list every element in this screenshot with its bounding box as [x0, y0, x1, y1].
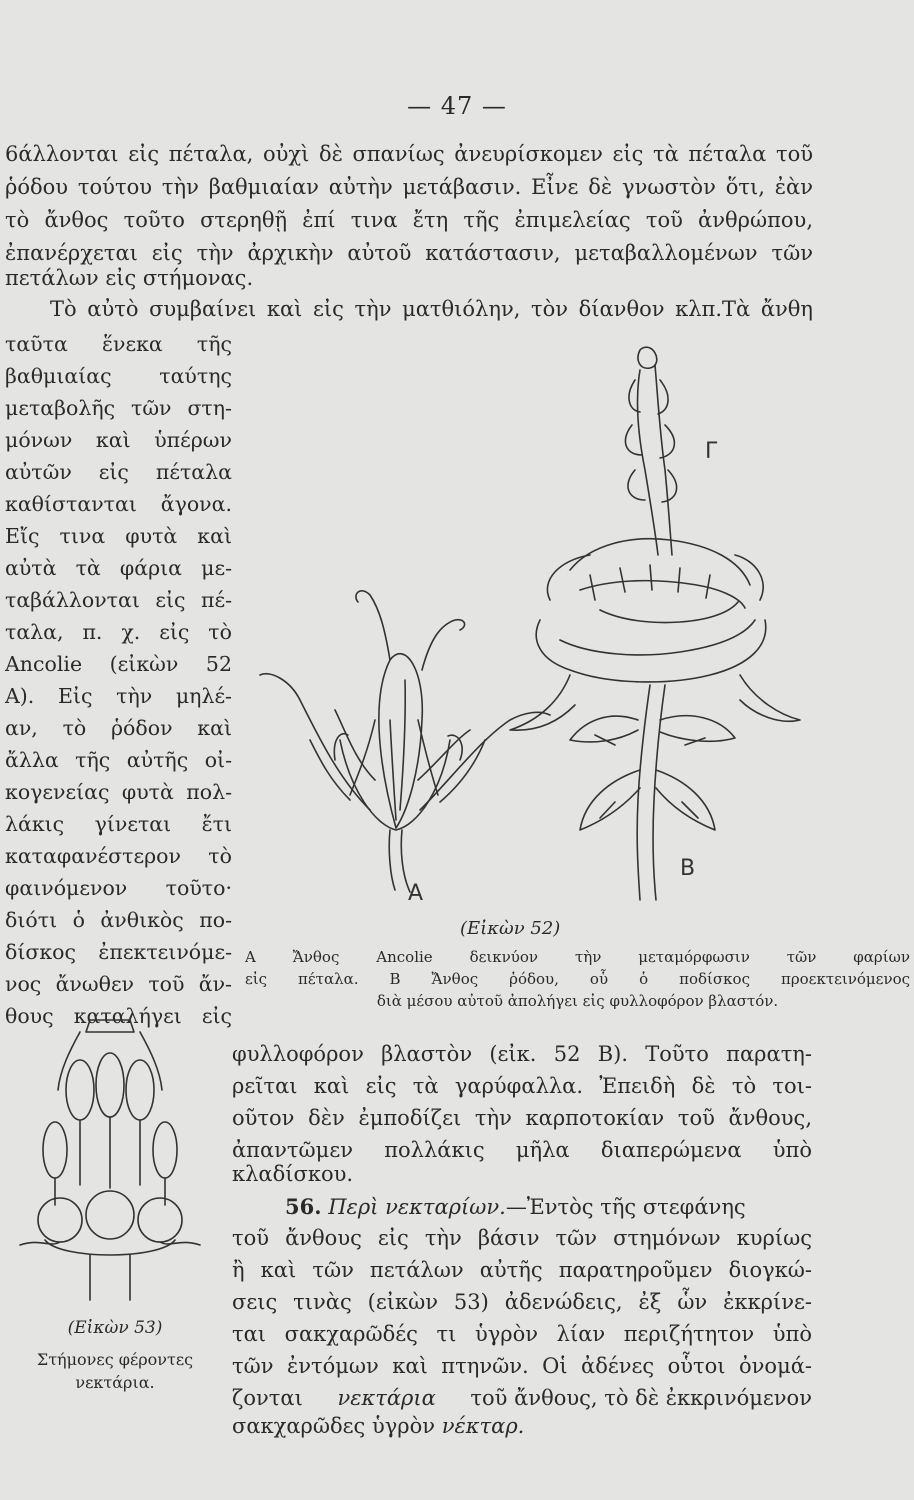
left-line: κογενείας φυτὰ πολ- — [5, 780, 232, 804]
left-line: μεταβολῆς τῶν στη- — [5, 396, 232, 420]
section-56-line: σεις τινὰς (εἰκὼν 53) ἀδενώδεις, ἐξ ὧν ἐκκρίνε- — [232, 1290, 812, 1314]
section-first-line-rest: —Ἐντὸς τῆς στεφάνης — [505, 1195, 746, 1219]
text-line-3: τὸ ἄνθος τοῦτο στερηθῇ ἐπί τινα ἔτη τῆς ἐπιμελείας τοῦ ἀνθρώπου, — [5, 208, 813, 232]
left-line: λάκις γίνεται ἔτι — [5, 812, 232, 836]
figure-53-caption-line: νεκτάρια. — [75, 1373, 155, 1392]
left-line: ταῦτα ἕνεκα τῆς — [5, 332, 232, 356]
right-line: φυλλοφόρον βλαστὸν (εἰκ. 52 B). Τοῦτο παρατη- — [232, 1042, 812, 1066]
line-part: σακχαρῶδες ὑγρὸν — [232, 1414, 442, 1438]
figure-53-caption-line: Στήμονες φέροντες — [36, 1350, 194, 1369]
left-line: αν, τὸ ῥόδον καὶ — [5, 716, 232, 740]
left-line: ταλα, π. χ. εἰς τὸ — [5, 620, 232, 644]
right-line: ἀπαντῶμεν πολλάκις μῆλα διαπερώμενα ὑπὸ — [232, 1138, 812, 1162]
section-number: 56. — [285, 1194, 322, 1219]
line-italic-word: νεκτάρια — [337, 1386, 436, 1410]
section-56-line: ἢ καὶ τῶν πετάλων αὐτῆς παρατηροῦμεν διογκώ- — [232, 1258, 812, 1282]
right-line: ρεῖται καὶ εἰς τὰ γαρύφαλλα. Ἐπειδὴ δὲ τὸ τοι- — [232, 1074, 812, 1098]
left-line: αὐτῶν εἰς πέταλα — [5, 460, 232, 484]
left-line: νος ἄνωθεν τοῦ ἄν- — [5, 972, 232, 996]
page-number: — 47 — — [407, 92, 507, 120]
section-56-line: ται σακχαρῶδές τι ὑγρὸν λίαν περιζήτητον ὑπὸ — [232, 1322, 812, 1346]
line-part: τοῦ ἄνθους, τὸ δὲ ἐκκρινόμενον — [470, 1386, 812, 1410]
line-italic-word: νέκταρ. — [441, 1414, 525, 1438]
left-line: θους καταλήγει εἰς — [5, 1004, 232, 1028]
figure-52-label-a: A — [408, 881, 424, 906]
text-line-1: 6άλλονται εἰς πέταλα, οὐχὶ δὲ σπανίως ἀνευρίσκομεν εἰς τὰ πέταλα τοῦ — [5, 142, 813, 166]
left-line: αὐτὰ τὰ φάρια με- — [5, 556, 232, 580]
text-line-5: πετάλων εἰς στήμονας. — [5, 266, 254, 290]
left-line: Ancolie (εἰκὼν 52 — [5, 652, 232, 676]
section-56-heading-line — [285, 1192, 812, 1222]
section-56-final-line — [232, 1412, 524, 1441]
left-line: φαινόμενον τοῦτο· — [5, 876, 232, 900]
section-56-line: τοῦ ἄνθους εἰς τὴν βάσιν τῶν στημόνων κυρίως — [232, 1226, 812, 1250]
section-56-line-last — [232, 1384, 812, 1413]
text-line-6: Τὸ αὐτὸ συμβαίνει καὶ εἰς τὴν ματθιόλην, τὸν δίανθον κλπ.Τὰ ἄνθη — [50, 297, 813, 321]
left-line: Εἴς τινα φυτὰ καὶ — [5, 524, 232, 548]
rose-flower-drawing — [510, 347, 800, 900]
left-line: ταβάλλονται εἰς πέ- — [5, 588, 232, 612]
figure-52-caption-line: διὰ μέσου αὐτοῦ ἀπολήγει εἰς φυλλοφόρον βλαστόν. — [376, 992, 779, 1010]
left-line: A). Εἰς τὴν μηλέ- — [5, 684, 232, 708]
figure-53-title: (Εἰκὼν 53) — [67, 1318, 163, 1338]
figure-52-caption-line: A Ἄνθος Ancolie δεικνύον τὴν μεταμόρφωσιν τῶν φαρίων — [245, 948, 910, 966]
left-line: καταφανέστερον τὸ — [5, 844, 232, 868]
right-line: οῦτον δὲν ἐμποδίζει τὴν καρποτοκίαν τοῦ ἄνθους, — [232, 1106, 812, 1130]
figure-52-label-b: B — [680, 856, 696, 881]
right-line: κλαδίσκου. — [232, 1162, 354, 1186]
ancolie-flower-drawing — [260, 591, 550, 906]
figure-52-caption-line: εἰς πέταλα. B Ἄνθος ῥόδου, οὗ ὁ ποδίσκος προεκτεινόμενος — [245, 970, 910, 988]
section-title: Περὶ νεκταρίων. — [328, 1195, 506, 1219]
left-line: δίσκος ἐπεκτεινόμε- — [5, 940, 232, 964]
left-line: ἄλλα τῆς αὐτῆς οἰ- — [5, 748, 232, 772]
figure-53-illustration — [10, 1010, 220, 1310]
text-line-4: ἐπανέρχεται εἰς τὴν ἀρχικὴν αὐτοῦ κατάστασιν, μεταβαλλομένων τῶν — [5, 241, 813, 265]
figure-52-title: (Εἰκὼν 52) — [460, 918, 561, 939]
left-line: βαθμιαίας ταύτης — [5, 364, 232, 388]
section-56-line: τῶν ἐντόμων καὶ πτηνῶν. Οἱ ἀδένες οὗτοι ὀνομά- — [232, 1354, 812, 1378]
left-line: διότι ὁ ἀνθικὸς πο- — [5, 908, 232, 932]
left-line: μόνων καὶ ὑπέρων — [5, 428, 232, 452]
figure-52-illustration — [240, 340, 860, 930]
figure-52-label-g: Γ — [705, 439, 718, 464]
line-part: ζονται — [232, 1386, 303, 1410]
left-line: καθίστανται ἄγονα. — [5, 492, 232, 516]
text-line-2: ῥόδου τούτου τὴν βαθμιαίαν αὐτὴν μετάβασιν. Εἶνε δὲ γνωστὸν ὅτι, ἐὰν — [5, 175, 813, 199]
